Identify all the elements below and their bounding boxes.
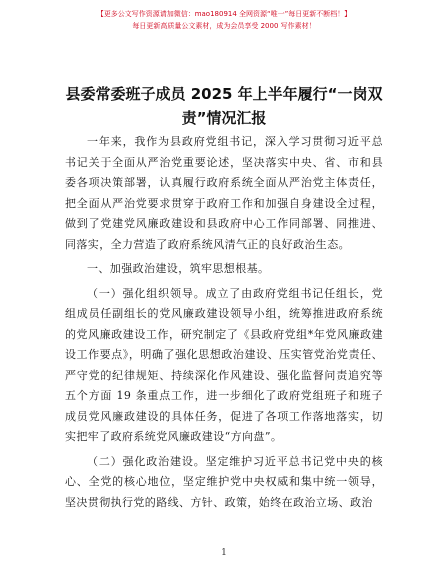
section-heading-1: 一、加强政治建设，筑牢思想根基。 bbox=[87, 262, 270, 275]
promo-banner bbox=[0, 9, 448, 33]
paragraph-political: （二）强化政治建设。坚定维护习近平总书记党中央的核心、全党的核心地位，坚定维护党中央权威和集中统一领导，坚决贯彻执行党的路线、方针、政策，始终在政治立场、政治 bbox=[65, 454, 383, 509]
title-line-1: 县委常委班子成员 2025 年上半年履行“一岗双 bbox=[65, 85, 383, 103]
promo-line-2: 每日更新高质量公文素材，成为会员享受 2000 写作素材！ bbox=[132, 22, 316, 30]
page-number: 1 bbox=[221, 548, 227, 558]
paragraph-intro: 一年来，我作为县政府党组书记，深入学习贯彻习近平总书记关于全面从严治党重要论述，坚决落实中央、省、市和县委各项决策部署，认真履行政府系统全面从严治党主体责任，把全面从严治党要求贯穿于政府工作和加强自身建设全过程，做到了党建党风廉政建设和县政府中心工作同部署、同推进、同落实，全力营造了政府系统风清气正的良好政治生态。 bbox=[65, 135, 383, 251]
paragraph-organization: （一）强化组织领导。成立了由政府党组书记任组长，党组成员任副组长的党风廉政建设领导小组，统筹推进政府系统的党风廉政建设工作，研究制定了《县政府党组*年党风廉政建设工作要点》，明确了强化思想政治建设、压实管党治党责任、严守党的纪律规矩、持续深化作风建设、强化监督问责追究等五个方面 19 条重点工作，进一步细化了政府党组班子和班子成员党风廉政建设的具体任务，促进了各项工作落地落实，切实把牢了政府系统党风廉政建设“方向盘”。 bbox=[65, 286, 383, 443]
document-title bbox=[60, 82, 388, 130]
title-line-2: 责”情况汇报 bbox=[181, 109, 267, 127]
document-body bbox=[65, 132, 383, 513]
promo-line-1: 【更多公文写作资源请加微信：mao180914 全网资源“唯一”每日更新不断档！】 bbox=[96, 10, 352, 18]
